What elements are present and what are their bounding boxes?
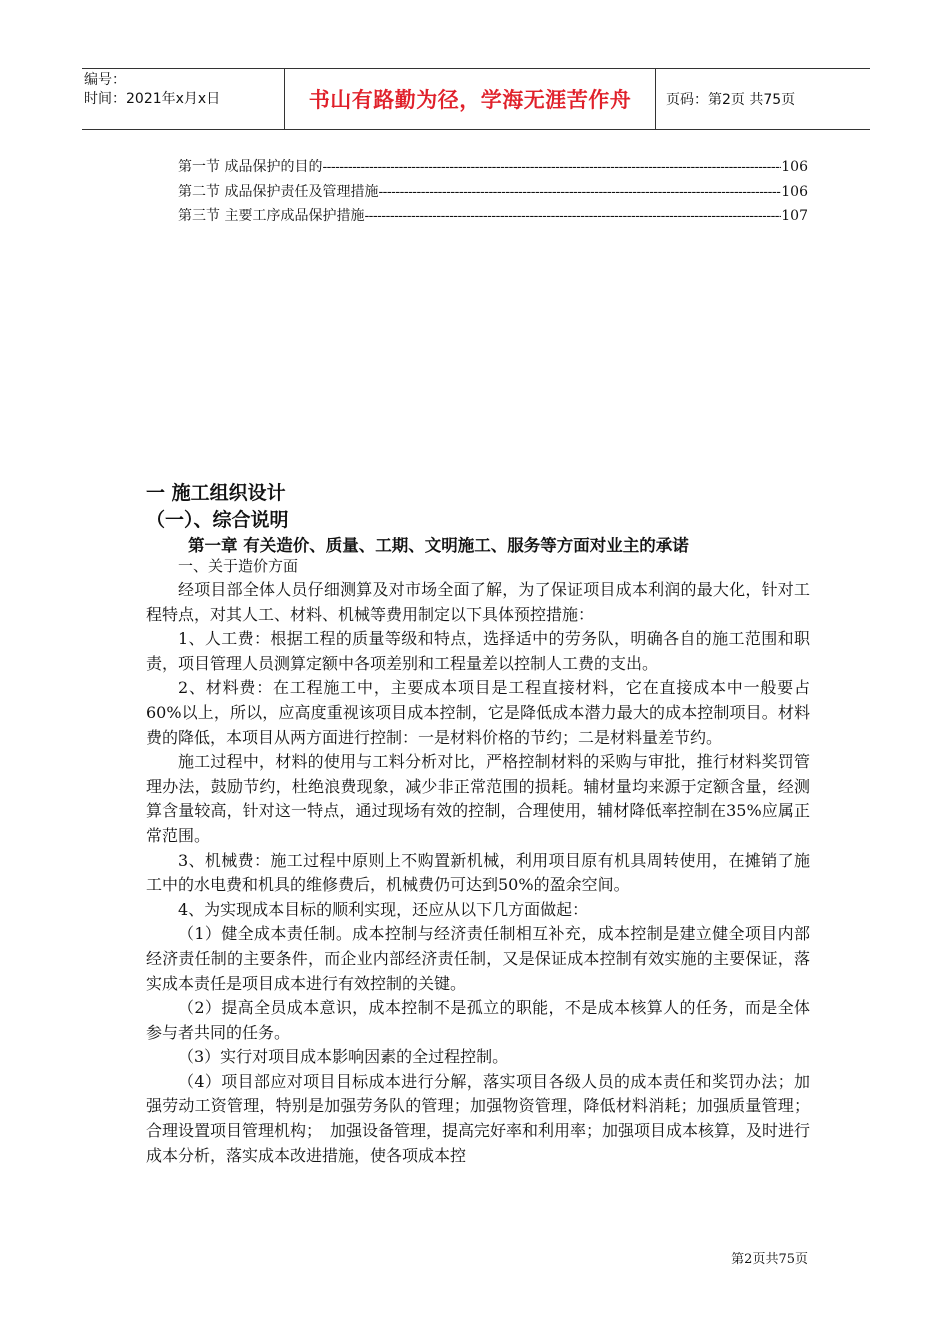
toc-entry[interactable] [178,155,808,180]
toc-leader [322,155,781,180]
header-meta [82,69,285,129]
subsection-heading: （一）、综合说明 [146,509,289,531]
paragraph: 施工过程中，材料的使用与工料分析对比，严格控制材料的采购与审批，推行材料奖罚管理办法，鼓励节约，杜绝浪费现象，减少非正常范围的损耗。辅材量均来源于定额含量，经测算含量较高，针对这一特点，通过现场有效的控制，合理使用，辅材降低率控制在35%应属正常范围。 [146,752,810,845]
toc-entry[interactable] [178,180,808,205]
section-heading: 一 施工组织设计 [146,482,286,504]
toc-entry-page: 106 [781,183,808,200]
toc-entry-title: 第一节 成品保护的目的 [178,159,323,175]
table-of-contents [178,155,808,229]
paragraph: （1）健全成本责任制。成本控制与经济责任制相互补充，成本控制是建立健全项目内部经济责任制的主要条件，而企业内部经济责任制，又是保证成本控制有效实施的主要保证，落实成本责任是项目成本进行有效控制的关键。 [146,924,810,993]
toc-entry[interactable] [178,204,808,229]
paragraph: 3、机械费：施工过程中原则上不购置新机械，利用项目原有机具周转使用，在摊销了施工中的水电费和机具的维修费后，机械费仍可达到50%的盈余空间。 [146,850,810,895]
paragraph: 经项目部全体人员仔细测算及对市场全面了解，为了保证项目成本利润的最大化，针对工程特点，对其人工、材料、机械等费用制定以下具体预控措施： [146,580,810,624]
paragraph: 2、材料费：在工程施工中，主要成本项目是工程直接材料，它在直接成本中一般要占60%以上，所以，应高度重视该项目成本控制，它是降低成本潜力最大的成本控制项目。材料费的降低，本项目从两方面进行控制：一是材料价格的节约；二是材料量差节约。 [146,678,810,747]
toc-leader [378,180,781,205]
paragraph: （3）实行对项目成本影响因素的全过程控制。 [178,1047,509,1067]
body-text [146,578,810,1168]
toc-entry-page: 107 [781,208,808,224]
toc-leader [364,204,781,229]
toc-entry-title: 第二节 成品保护责任及管理措施 [178,183,379,200]
paragraph: （2）提高全员成本意识，成本控制不是孤立的职能，不是成本核算人的任务，而是全体参与者共同的任务。 [146,998,810,1042]
toc-entry-page: 106 [781,159,808,175]
time-label: 时间：2021年x月x日 [84,91,221,107]
page-footer: 第2页共75页 [731,1252,808,1267]
item-heading: 一、关于造价方面 [178,557,299,575]
number-label: 编号： [84,72,126,88]
header-motto: 书山有路勤为径，学海无涯苦作舟 [285,69,656,129]
paragraph: （4）项目部应对项目目标成本进行分解，落实项目各级人员的成本责任和奖罚办法；加强劳动工资管理，特别是加强劳务队的管理；加强物资管理，降低材料消耗；加强质量管理；合理设置项目管理机构； 加强设备管理，提高完好率和利用率；加强项目成本核算，及时进行成本分析，落实成本改进措施，使各项成本控 [146,1071,811,1165]
paragraph: 4、为实现成本目标的顺利实现，还应从以下几方面做起： [178,899,589,919]
toc-entry-title: 第三节 主要工序成品保护措施 [178,208,365,224]
chapter-heading: 第一章 有关造价、质量、工期、文明施工、服务等方面对业主的承诺 [188,536,689,555]
page-header [82,68,870,130]
paragraph: 1、人工费：根据工程的质量等级和特点，选择适中的劳务队，明确各自的施工范围和职责，项目管理人员测算定额中各项差别和工程量差以控制人工费的支出。 [146,629,810,673]
header-page-info: 页码：第2页 共75页 [666,92,796,108]
